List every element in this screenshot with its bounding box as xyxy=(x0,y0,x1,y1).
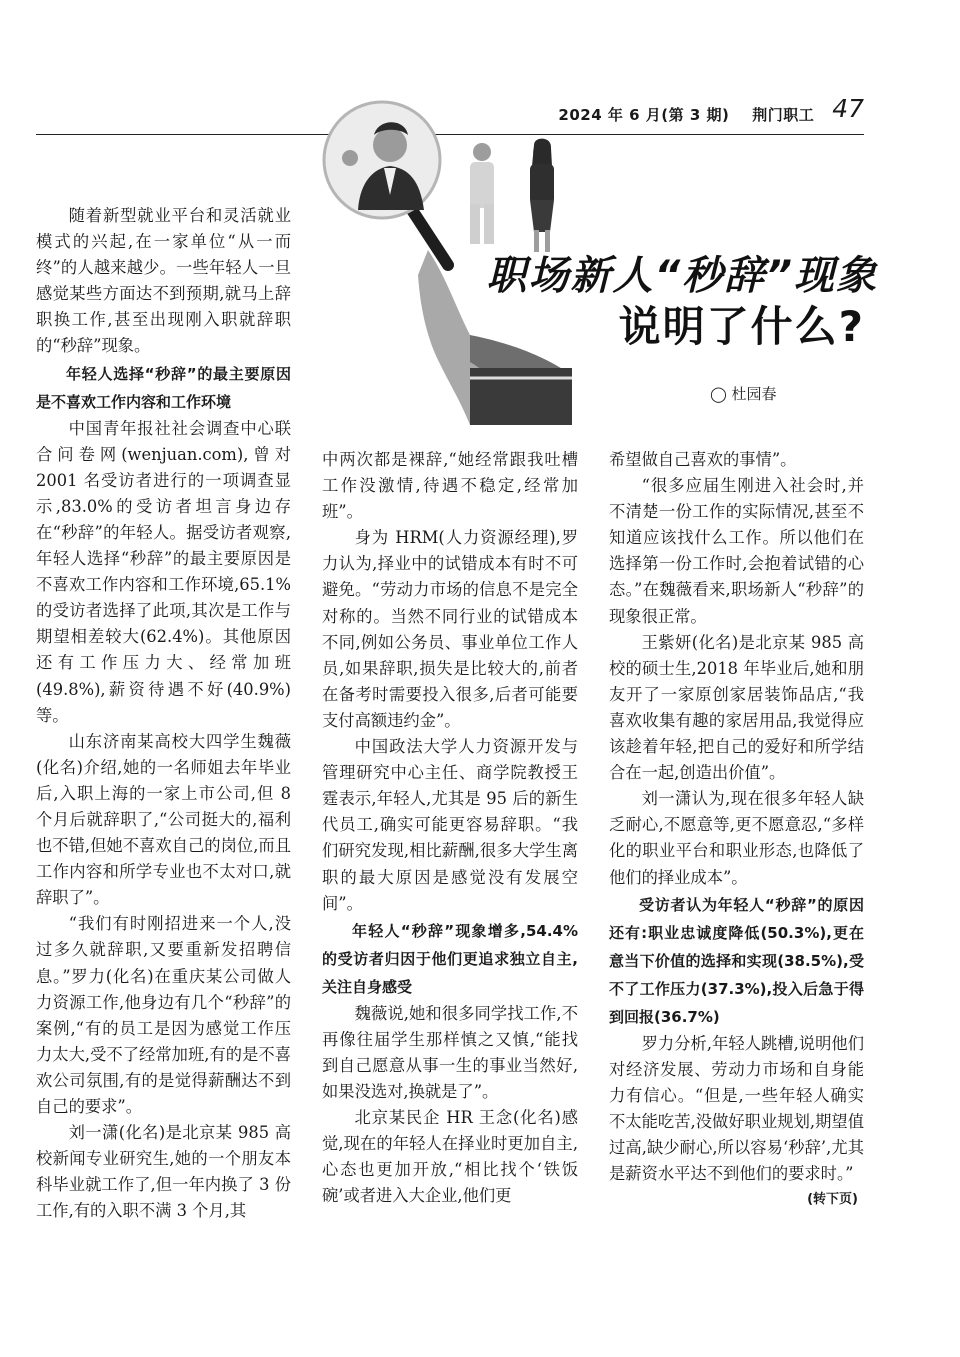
author-byline: ◯ 杜园春 xyxy=(710,385,777,403)
body-paragraph: 北京某民企 HR 王念(化名)感觉,现在的年轻人在择业时更加自主,心态也更加开放,“相比找个‘铁饭碗’或者进入大企业,他们更 xyxy=(322,1108,578,1206)
column-3 xyxy=(609,447,864,1213)
body-paragraph: 王紫妍(化名)是北京某 985 高校的硕士生,2018 年毕业后,她和朋友开了一家原创家居装饰品店,“我喜欢收集有趣的家居用品,我觉得应该趁着年轻,把自己的爱好和所学结合在一起,创造出价值”。 xyxy=(609,632,864,783)
body-paragraph: 刘一潇(化名)是北京某 985 高校新闻专业研究生,她的一个朋友本科毕业就工作了,但一年内换了 3 份工作,有的入职不满 3 个月,其 xyxy=(36,1123,291,1221)
body-paragraph: 身为 HRM(人力资源经理),罗力认为,择业中的试错成本有时不可避免。“劳动力市场的信息不是完全对称的。当然不同行业的试错成本不同,例如公务员、事业单位工作人员,如果辞职,损失是比较大的,前者在备考时需要投入很多,后者可能要支付高额违约金”。 xyxy=(322,528,578,730)
body-paragraph: 中国青年报社社会调查中心联合问卷网(wenjuan.com),曾对2001 名受访者进行的一项调查显示,83.0%的受访者坦言身边存在“秒辞”的年轻人。据受访者观察,年轻人选择“秒辞”的最主要原因是不喜欢工作内容和工作环境,65.1%的受访者选择了此项,其次是工作与期望相差较大(62.4%)。其他原因还有工作压力大、经常加班(49.8%),薪资待遇不好(40.9%)等。 xyxy=(36,418,291,725)
body-paragraph: 刘一潇认为,现在很多年轻人缺乏耐心,不愿意等,更不愿意忍,“多样化的职业平台和职业形态,也降低了他们的择业成本”。 xyxy=(609,789,864,887)
body-paragraph: 中国政法大学人力资源开发与管理研究中心主任、商学院教授王霆表示,年轻人,尤其是 95 后的新生代员工,确实可能更容易辞职。“我们研究发现,相比薪酬,很多大学生离职的最大原因是感觉没有发展空间”。 xyxy=(322,737,578,913)
body-paragraph: “很多应届生刚进入社会时,并不清楚一份工作的实际情况,甚至不知道应该找什么工作。所以他们在选择第一份工作时,会抱着试错的心态。”在魏薇看来,职场新人“秒辞”的现象很正常。 xyxy=(609,476,864,626)
body-paragraph: 罗力分析,年轻人跳槽,说明他们对经济发展、劳动力市场和自身能力有信心。“但是,一些年轻人确实不太能吃苦,没做好职业规划,期望值过高,缺少耐心,所以容易‘秒辞’,尤其是薪资水平达不到他们的要求时。” xyxy=(609,1033,864,1184)
body-paragraph: 魏薇说,她和很多同学找工作,不再像往届学生那样慎之又慎,“能找到自己愿意从事一生的事业当然好,如果没选对,换就是了”。 xyxy=(322,1003,578,1101)
body-paragraph: 山东济南某高校大四学生魏薇(化名)介绍,她的一名师姐去年毕业后,入职上海的一家上市公司,但 8 个月后就辞职了,“公司挺大的,福利也不错,但她不喜欢自己的岗位,而且工作内容和所学专业也不太对口,就辞职了”。 xyxy=(36,731,291,908)
article-title-line2: 说明了什么? xyxy=(618,302,865,351)
section-heading: 年轻人选择“秒辞”的最主要原因是不喜欢工作内容和工作环境 xyxy=(36,364,291,411)
magazine-name: 荆门职工 xyxy=(752,106,815,124)
article-title-line1: 职场新人“秒辞”现象 xyxy=(486,253,878,299)
intro-paragraph: 随着新型就业平台和灵活就业模式的兴起,在一家单位“从一而终”的人越来越少。一些年轻人一旦感觉某些方面达不到预期,就马上辞职换工作,甚至出现刚入职就辞职的“秒辞”现象。 xyxy=(36,206,291,356)
issue-date: 2024 年 6 月(第 3 期) xyxy=(558,106,730,124)
continued-note: (转下页) xyxy=(807,1192,858,1208)
issue-info xyxy=(558,104,862,125)
page-number: 47 xyxy=(832,94,864,123)
column-1 xyxy=(36,203,291,1224)
body-paragraph: “我们有时刚招进来一个人,没过多久就辞职,又要重新发招聘信息。”罗力(化名)在重庆某公司做人力资源工作,他身边有几个“秒辞”的案例,“有的员工是因为感觉工作压力太大,受不了经常加班,有的是不喜欢公司氛围,有的是觉得薪酬达不到自己的要求”。 xyxy=(36,914,291,1116)
section-heading: 受访者认为年轻人“秒辞”的原因还有:职业忠诚度降低(50.3%),更在意当下价值的选择和实现(38.5%),受不了工作压力(37.3%),投入后急于得到回报(36.7%) xyxy=(609,895,864,1026)
section-heading: 年轻人“秒辞”现象增多,54.4%的受访者归因于他们更追求独立自主,关注自身感受 xyxy=(322,921,578,996)
body-paragraph: 中两次都是裸辞,“她经常跟我吐槽工作没激情,待遇不稳定,经常加班”。 xyxy=(322,450,578,522)
body-paragraph: 希望做自己喜欢的事情”。 xyxy=(609,450,797,469)
column-2 xyxy=(322,447,578,1209)
